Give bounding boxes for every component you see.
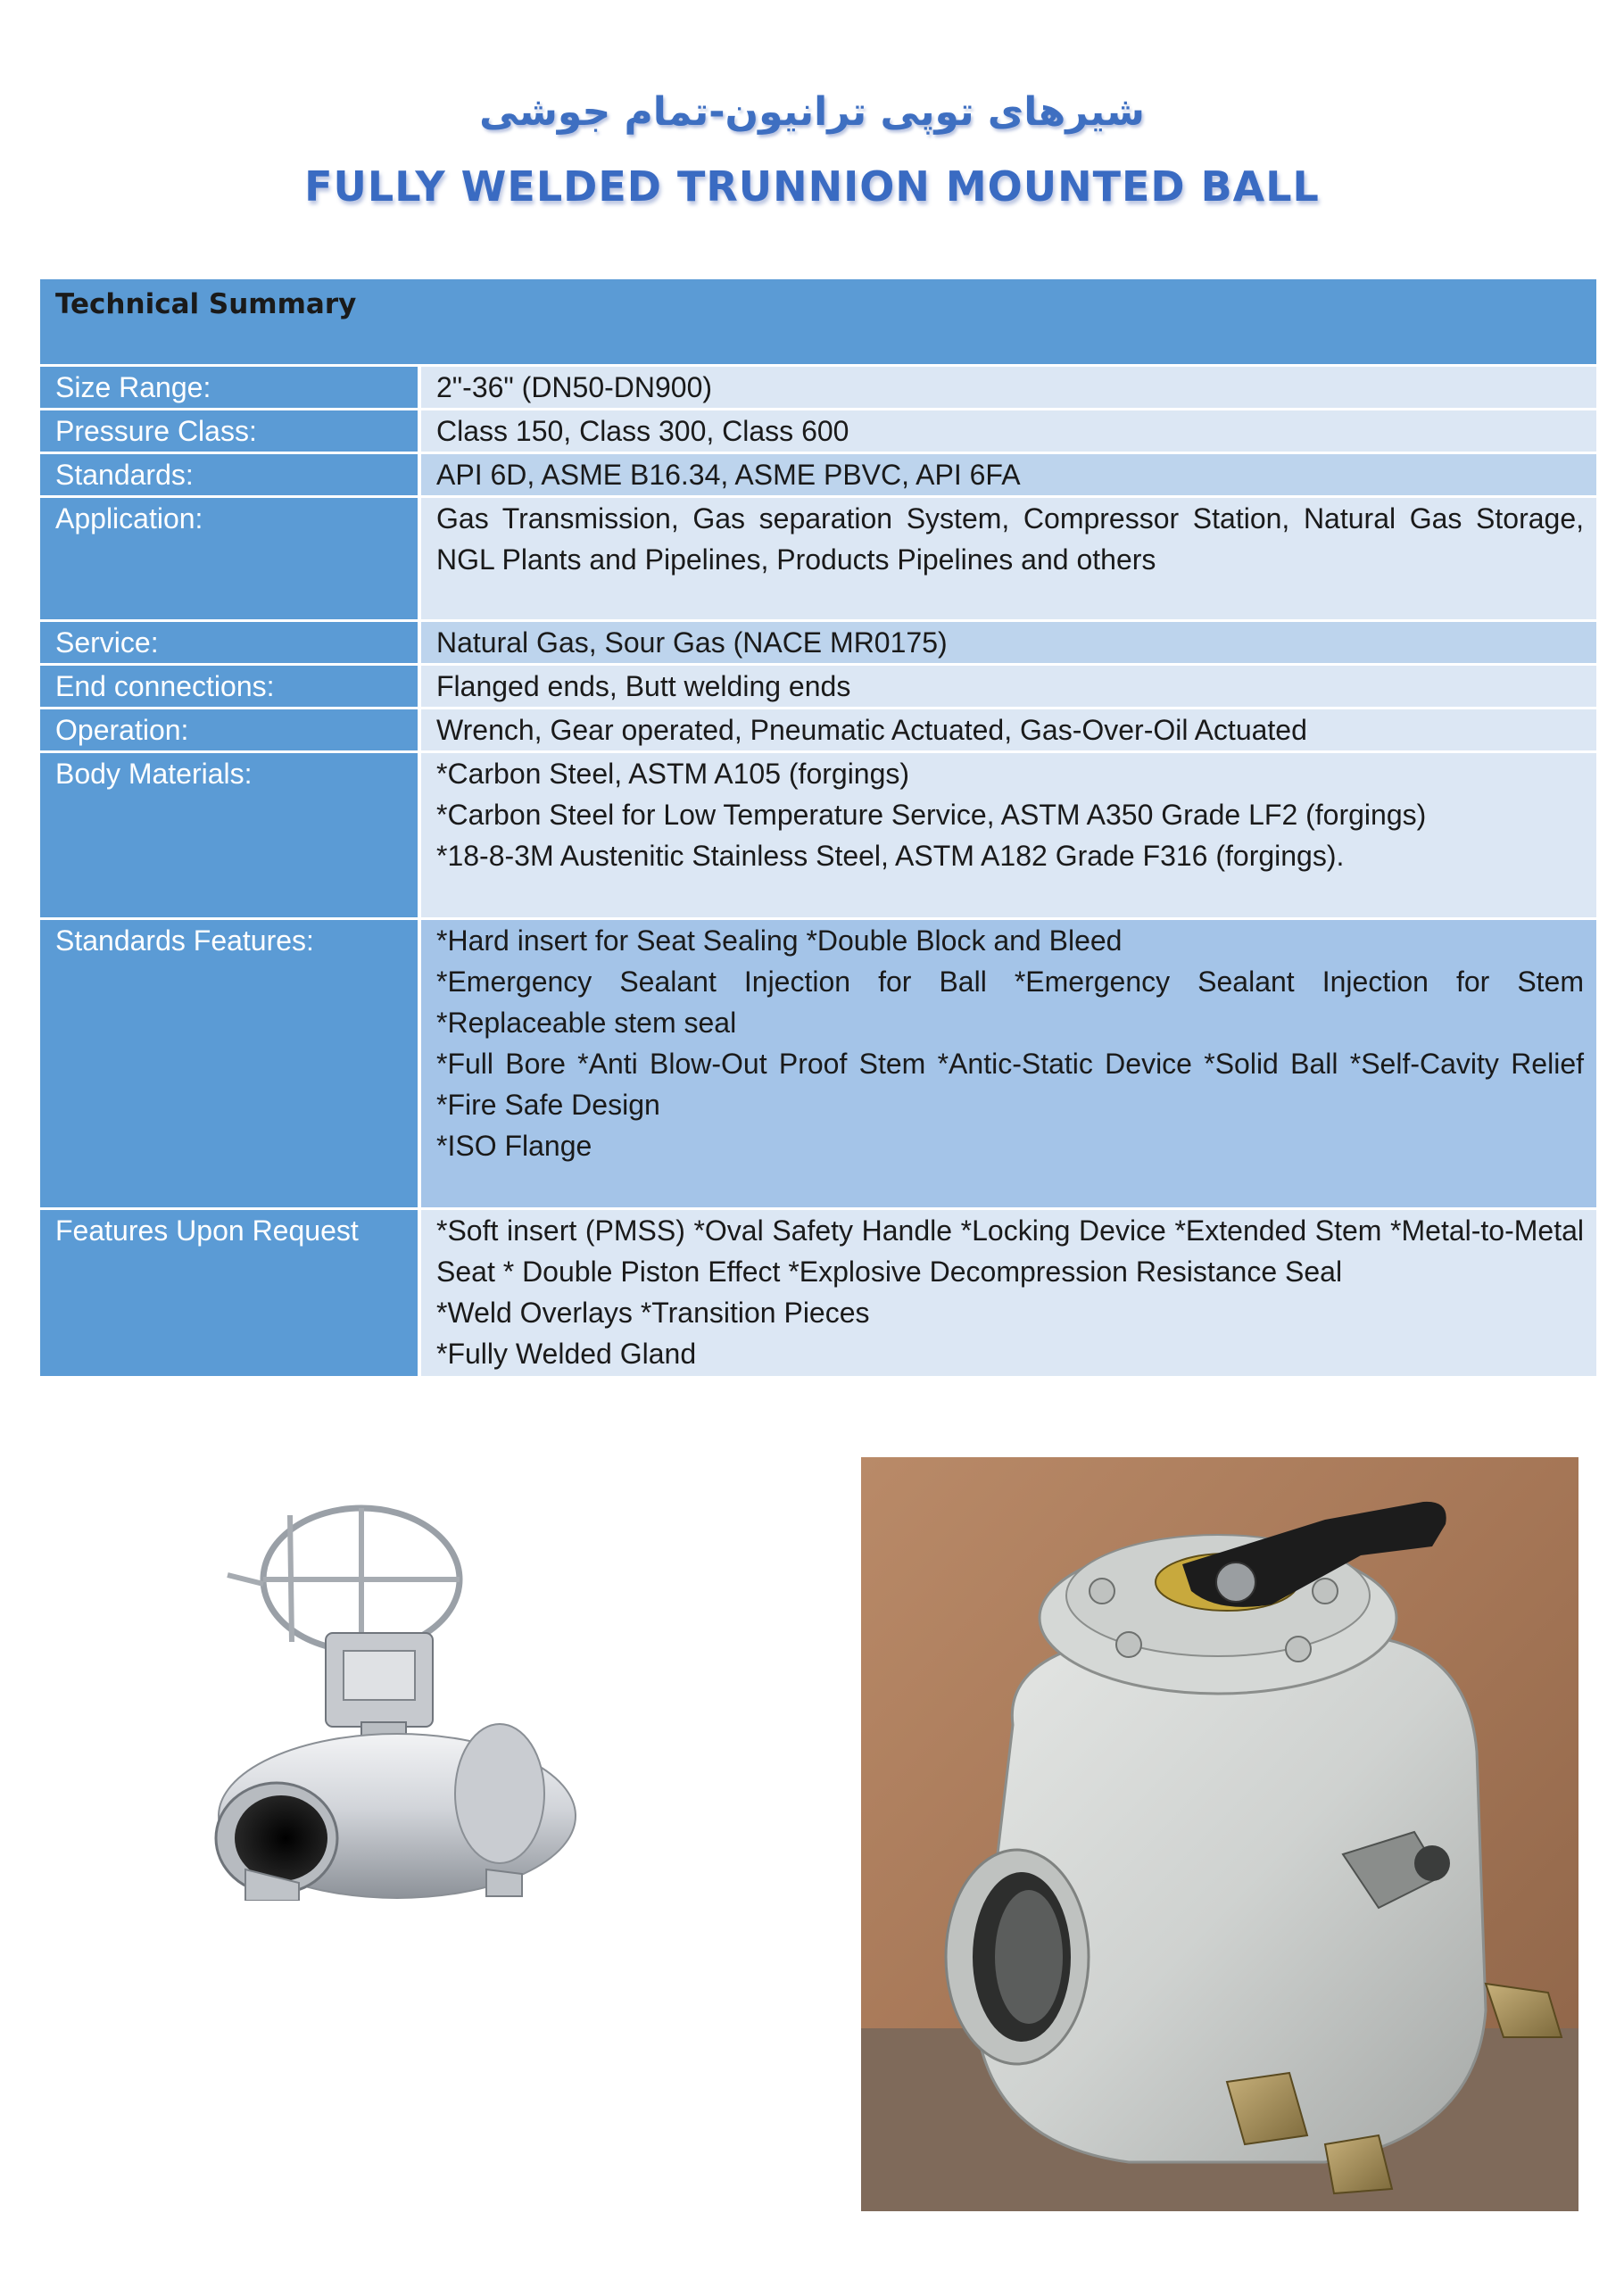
row-label: Operation: [40,709,421,750]
table-row-operation [40,709,1596,753]
row-value: 2"-36" (DN50-DN900) [421,367,1596,408]
table-row-size-range [40,367,1596,410]
row-label: Body Materials: [40,753,421,917]
row-label: Size Range: [40,367,421,408]
row-label: Application: [40,498,421,619]
row-label: Pressure Class: [40,410,421,452]
row-value: Gas Transmission, Gas separation System, Compressor Station, Natural Gas Storage, NGL Plants and Pipelines, Products Pipelines and others [421,498,1596,619]
row-label: Standards: [40,454,421,495]
title-english: FULLY WELDED TRUNNION MOUNTED BALL [304,162,1320,211]
row-value: Class 150, Class 300, Class 600 [421,410,1596,452]
row-value: Flanged ends, Butt welding ends [421,666,1596,707]
table-row-service [40,622,1596,666]
table-row-standards-features [40,920,1596,1210]
table-row-standards [40,454,1596,498]
row-value: *Carbon Steel, ASTM A105 (forgings) *Carbon Steel for Low Temperature Service, ASTM A350 Grade LF2 (forgings) *18-8-3M Austenitic Stainless Steel, ASTM A182 Grade F316 (forgings). [421,753,1596,917]
row-label: Service: [40,622,421,663]
row-value: Natural Gas, Sour Gas (NACE MR0175) [421,622,1596,663]
table-row-body-materials [40,753,1596,920]
table-heading: Technical Summary [40,279,1596,367]
technical-summary-table [40,279,1596,1376]
row-label: Standards Features: [40,920,421,1207]
table-row-features-upon-request [40,1210,1596,1376]
row-value: *Hard insert for Seat Sealing *Double Block and Bleed *Emergency Sealant Injection for Ball *Emergency Sealant Injection for Stem *Replaceable stem seal *Full Bore *Anti Blow-Out Proof Stem *Antic-Static Device *Solid Ball *Self-Cavity Relief *Fire Safe Design *ISO Flange [421,920,1596,1207]
table-row-pressure-class [40,410,1596,454]
table-row-application [40,498,1596,622]
row-value: Wrench, Gear operated, Pneumatic Actuated, Gas-Over-Oil Actuated [421,709,1596,750]
valve-render-image [192,1499,593,1901]
row-value: *Soft insert (PMSS) *Oval Safety Handle *Locking Device *Extended Stem *Metal-to-Metal Seat * Double Piston Effect *Explosive Decompression Resistance Seal *Weld Overlays *Transition Pieces *Fully Welded Gland [421,1210,1596,1376]
table-row-end-connections [40,666,1596,709]
title-persian: شیرهای توپی ترانیون-تمام جوشی [479,89,1145,135]
valve-photo-image [861,1457,1578,2211]
row-value: API 6D, ASME B16.34, ASME PBVC, API 6FA [421,454,1596,495]
row-label: End connections: [40,666,421,707]
row-label: Features Upon Request [40,1210,421,1376]
